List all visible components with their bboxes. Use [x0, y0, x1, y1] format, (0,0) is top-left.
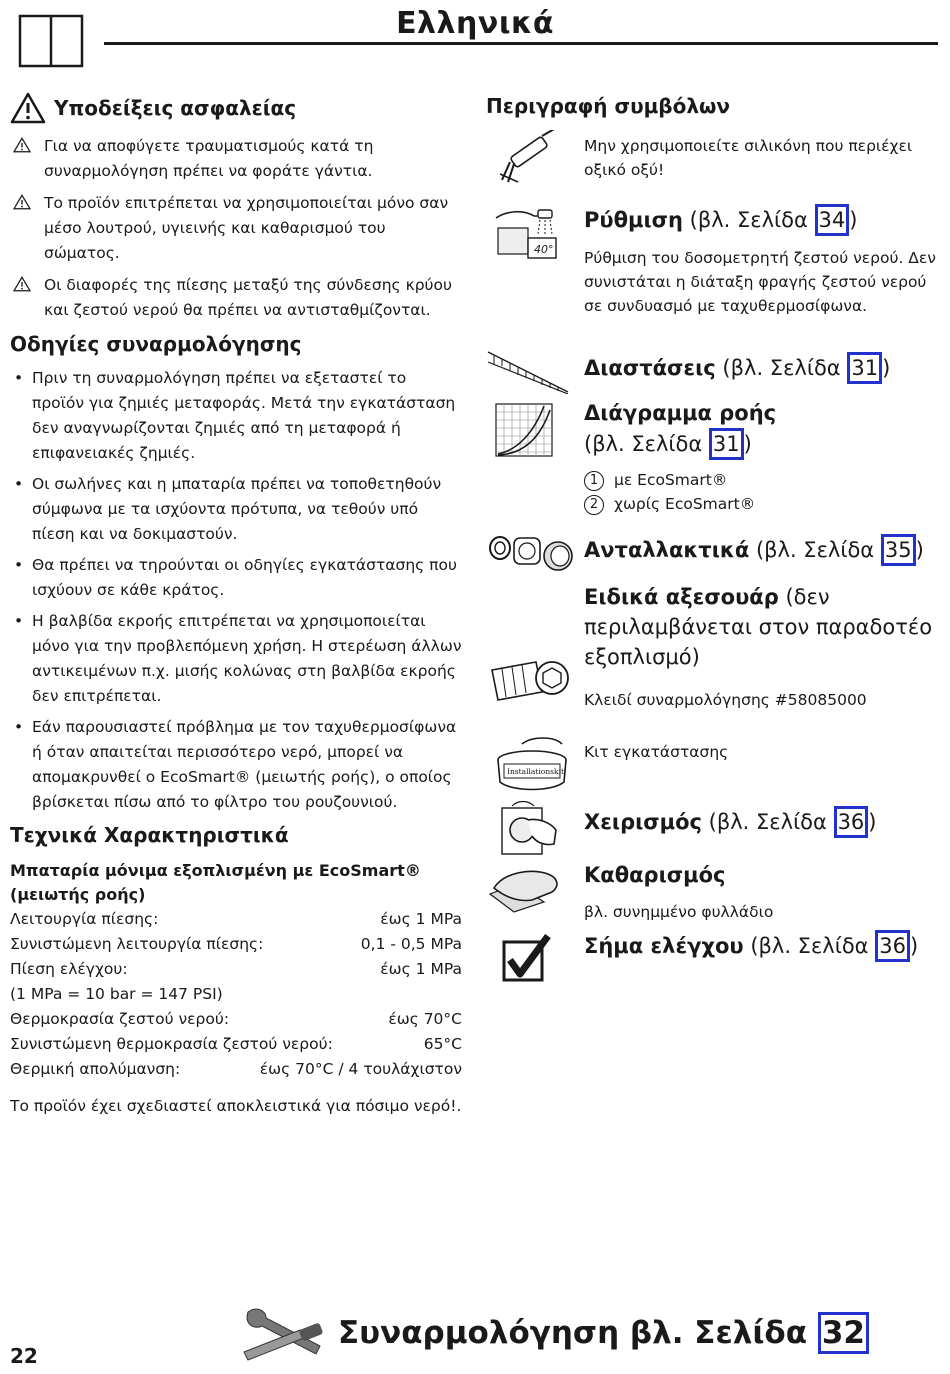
- warning-large-icon: [10, 92, 46, 124]
- symbol-test-mark: [486, 930, 936, 962]
- safety-item: Οι διαφορές της πίεσης μεταξύ της σύνδεσης κρύου και ζεστού νερού θα πρέπει να αντισταθμίζονται.: [10, 273, 462, 323]
- language-title: Ελληνικά: [396, 6, 554, 41]
- safety-title: Υποδείξεις ασφαλείας: [54, 96, 297, 120]
- cleaning-text: βλ. συνημμένο φυλλάδιο: [584, 903, 774, 921]
- flow-legend-item: 2 χωρίς EcoSmart®: [584, 492, 936, 516]
- page-link[interactable]: 34: [815, 204, 850, 236]
- adjustment-heading: Ρύθμιση (βλ. Σελίδα 34 ): [584, 204, 936, 236]
- list-item: • Πριν τη συναρμολόγηση πρέπει να εξεταστεί το προϊόν για ζημιές μεταφοράς. Μετά την εγκατάσταση δεν αναγνωρίζονται ζημιές από τη μεταφορά ή επιφανειακές ζημιές.: [10, 366, 462, 466]
- list-item: • Η βαλβίδα εκροής επιτρέπεται να χρησιμοποιείται μόνο για την προβλεπόμενη χρήση. Η στερέωση άλλων αντικειμένων π.χ. μισής κολώνας στη βαλβίδα εκροής δεν επιτρέπεται.: [10, 609, 462, 709]
- spec-table: [10, 907, 462, 1082]
- symbol-flow-diagram: [486, 398, 936, 516]
- spec-row: Θερμοκρασία ζεστού νερού: έως 70°C: [10, 1010, 462, 1028]
- flow-ref: (βλ. Σελίδα 31 ): [584, 428, 936, 460]
- hand-shower-thermometer-icon: [490, 204, 564, 264]
- flow-diagram-icon: [494, 402, 556, 460]
- symbol-dimensions: [486, 344, 936, 384]
- page-link[interactable]: 36: [834, 806, 869, 838]
- symbol-silicone: [486, 134, 936, 184]
- symbol-spare-parts: [486, 532, 936, 566]
- dimensions-heading: Διαστάσεις (βλ. Σελίδα 31 ): [584, 344, 936, 384]
- warning-icon: [10, 134, 34, 153]
- safety-item: Για να αποφύγετε τραυματισμούς κατά τη συναρμολόγηση πρέπει να φοράτε γάντια.: [10, 134, 462, 184]
- assembly-title: Οδηγίες συναρμολόγησης: [10, 332, 302, 356]
- safety-item: Το προϊόν επιτρέπεται να χρησιμοποιείται μόνο σαν μέσο λουτρού, υγιεινής και καθαρισμού του σώματος.: [10, 191, 462, 266]
- unit-conversion: (1 MPa = 10 bar = 147 PSI): [10, 985, 223, 1003]
- spec-row: Συνιστώμενη θερμοκρασία ζεστού νερού: 65°C: [10, 1035, 462, 1053]
- test-mark-heading: Σήμα ελέγχου (βλ. Σελίδα 36 ): [584, 930, 936, 962]
- wrench-screwdriver-icon: [240, 1306, 326, 1362]
- operation-hand-icon: [492, 800, 564, 856]
- page-link[interactable]: 35: [881, 534, 916, 566]
- list-item: • Εάν παρουσιαστεί πρόβλημα με τον ταχυθερμοσίφωνα ή όταν απαιτείται περισσότερο νερό, μπορεί να απομακρυνθεί ο EcoSmart® (μειωτής ροής), ο οποίος βρίσκεται πίσω από το φίλτρο του ρουζουνιού.: [10, 715, 462, 815]
- page-link[interactable]: 32: [818, 1312, 869, 1354]
- cleaning-heading: Καθαρισμός: [584, 863, 726, 887]
- assembly-key-text: Κλειδί συναρμολόγησης #58085000: [584, 691, 867, 709]
- symbol-operation: [486, 804, 936, 838]
- silicone-text: Μην χρησιμοποιείτε σιλικόνη που περιέχει οξικό οξύ!: [584, 137, 913, 179]
- spec-row: Θερμική απολύμανση: έως 70°C / 4 τουλάχιστον: [10, 1060, 462, 1078]
- warning-icon: [10, 273, 34, 292]
- drinking-water-note: Το προϊόν έχει σχεδιαστεί αποκλειστικά για πόσιμο νερό!.: [10, 1097, 462, 1115]
- operation-heading: Χειρισμός (βλ. Σελίδα 36 ): [584, 804, 936, 838]
- list-item: • Θα πρέπει να τηρούνται οι οδηγίες εγκατάστασης που ισχύουν σε κάθε κράτος.: [10, 553, 462, 603]
- spare-parts-icon: [486, 532, 576, 576]
- accessories-heading: Ειδικά αξεσουάρ (δεν περιλαμβάνεται στον παραδοτέο εξοπλισμό): [584, 585, 933, 669]
- spec-row: Συνιστώμενη λειτουργία πίεσης: 0,1 - 0,5 MPa: [10, 935, 462, 953]
- adjustment-text: Ρύθμιση του δοσομετρητή ζεστού νερού. Δεν συνιστάται η διάταξη φραγής ζεστού νερού σε συνδυασμό με ταχυθερμοσίφωνα.: [584, 249, 936, 315]
- svg-text:Installationskit: Installationskit: [507, 767, 564, 776]
- installation-kit-icon: [492, 734, 572, 796]
- checkmark-icon: [502, 934, 554, 982]
- silicone-gun-icon: [496, 130, 560, 186]
- installation-kit-text: Κιτ εγκατάστασης: [584, 743, 729, 761]
- footer-heading: Συναρμολόγηση βλ. Σελίδα 32: [338, 1312, 869, 1354]
- page-link[interactable]: 31: [709, 428, 744, 460]
- symbols-title: Περιγραφή συμβόλων: [486, 94, 731, 118]
- safety-heading: [10, 92, 462, 124]
- ruler-icon: [486, 350, 570, 394]
- technical-title: Τεχνικά Χαρακτηριστικά: [10, 823, 289, 847]
- svg-text:40°: 40°: [534, 243, 554, 256]
- spares-heading: Ανταλλακτικά (βλ. Σελίδα 35 ): [584, 532, 936, 566]
- symbol-accessories: [486, 582, 936, 712]
- spec-row: Πίεση ελέγχου: έως 1 MPa: [10, 960, 462, 978]
- header-rule: [104, 42, 938, 45]
- left-column: [10, 92, 462, 1119]
- flow-heading: Διάγραμμα ροής: [584, 401, 777, 425]
- symbol-installation-kit: [486, 736, 936, 788]
- page-link[interactable]: 36: [875, 930, 910, 962]
- spec-row: Λειτουργία πίεσης: έως 1 MPa: [10, 910, 462, 928]
- cleaning-cloth-icon: [486, 864, 566, 914]
- page-link[interactable]: 31: [847, 352, 882, 384]
- page-number: 22: [10, 1344, 38, 1368]
- right-column: [486, 92, 936, 962]
- assembly-key-icon: [486, 652, 576, 716]
- symbol-adjustment: [486, 204, 936, 318]
- warning-icon: [10, 191, 34, 210]
- symbol-cleaning: [486, 860, 936, 924]
- flow-legend-item: 1 με EcoSmart®: [584, 468, 936, 492]
- technical-subtitle: Μπαταρία μόνιμα εξοπλισμένη με EcoSmart® (μειωτής ροής): [10, 861, 421, 904]
- assembly-list: [10, 366, 462, 815]
- list-item: • Οι σωλήνες και η μπαταρία πρέπει να τοποθετηθούν σύμφωνα με τα ισχύοντα πρότυπα, να τεθούν υπό πίεση και να δοκιμαστούν.: [10, 472, 462, 547]
